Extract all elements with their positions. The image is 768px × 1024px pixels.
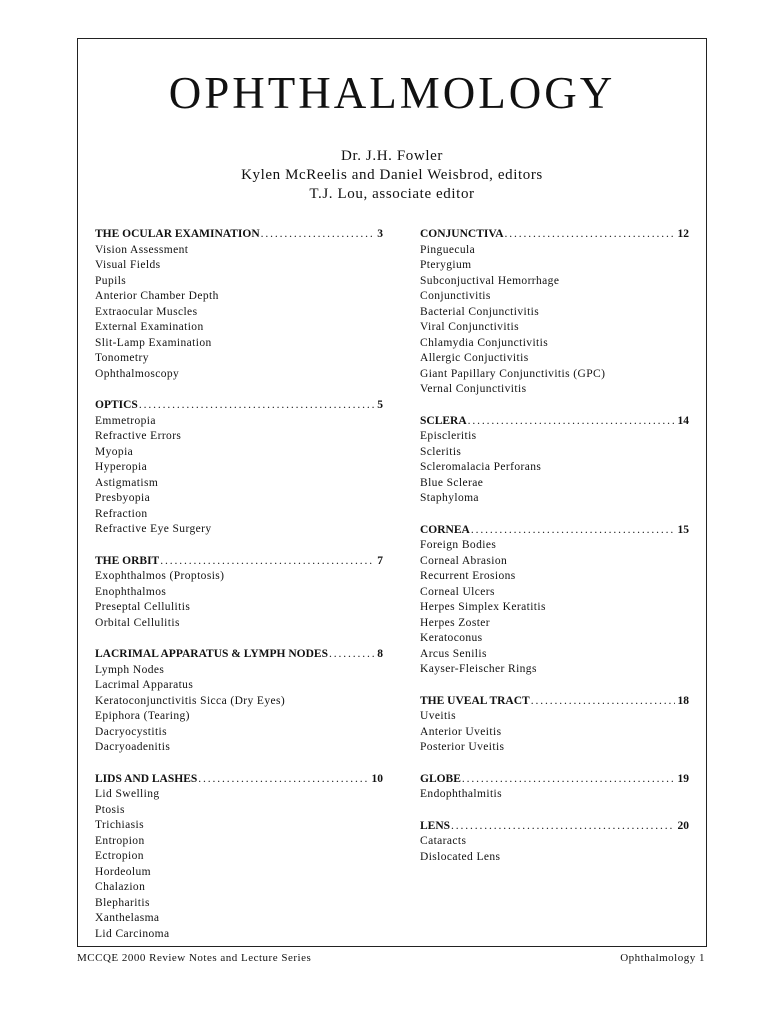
section-title: THE OCULAR EXAMINATION: [95, 228, 260, 240]
dot-leader: [531, 694, 675, 710]
section-title: THE ORBIT: [95, 554, 160, 567]
toc-item: Kayser-Fleischer Rings: [420, 663, 537, 675]
toc-item: Extraocular Muscles: [95, 305, 198, 318]
toc-left-column: [95, 227, 383, 958]
toc-section: [95, 772, 383, 943]
toc-item: Uveitis: [420, 710, 457, 722]
toc-item: Keratoconjunctivitis Sicca (Dry Eyes): [95, 694, 286, 707]
toc-item: Refraction: [95, 507, 148, 520]
toc-item: Anterior Uveitis: [420, 725, 502, 738]
toc-item: Dislocated Lens: [420, 850, 501, 863]
toc-item: Herpes Zoster: [420, 616, 491, 629]
toc-item: Hordeolum: [95, 865, 151, 878]
section-page-number: 8: [377, 648, 383, 660]
toc-section: [420, 523, 689, 678]
toc-right-column: [420, 227, 689, 881]
toc-section: [420, 772, 689, 803]
toc-item: Orbital Cellulitis: [95, 616, 180, 629]
section-title: LACRIMAL APPARATUS & LYMPH NODES: [95, 648, 328, 660]
section-title: OPTICS: [95, 399, 138, 411]
section-title: CONJUNCTIVA: [420, 228, 504, 240]
toc-item: Pupils: [95, 274, 127, 287]
author-line: T.J. Lou, associate editor: [309, 186, 475, 202]
dot-leader: [139, 398, 374, 414]
author-line: Dr. J.H. Fowler: [341, 148, 443, 164]
dot-leader: [198, 772, 368, 788]
toc-item: Scleritis: [420, 445, 462, 458]
toc-section-heading: [420, 523, 689, 539]
section-page-number: 18: [677, 694, 689, 707]
toc-item: Ectropion: [95, 850, 144, 862]
toc-item: Epiphora (Tearing): [95, 710, 190, 722]
toc-item: Vernal Conjunctivitis: [420, 383, 527, 395]
dot-leader: [451, 819, 674, 835]
toc-item: Arcus Senilis: [420, 647, 487, 660]
toc-item: Exophthalmos (Proptosis): [95, 570, 225, 582]
toc-section: [420, 227, 689, 398]
toc-section-heading: [420, 414, 689, 430]
toc-section-heading: [95, 398, 383, 414]
toc-item: Emmetropia: [95, 414, 156, 427]
toc-item: Entropion: [95, 834, 145, 847]
toc-item: Vision Assessment: [95, 243, 189, 256]
toc-item: External Examination: [95, 321, 204, 333]
toc-item: Chalazion: [95, 881, 146, 893]
dot-leader: [462, 772, 675, 788]
dot-leader: [160, 554, 374, 570]
section-title: CORNEA: [420, 523, 470, 536]
toc-section-heading: [95, 772, 383, 788]
authors-block: [78, 147, 706, 204]
dot-leader: [471, 523, 675, 539]
toc-section: [95, 554, 383, 632]
toc-item: Dacryocystitis: [95, 725, 168, 738]
toc-section: [95, 227, 383, 382]
section-page-number: 10: [371, 772, 383, 785]
dot-leader: [505, 227, 675, 243]
toc-item: Staphyloma: [420, 492, 479, 504]
toc-item: Chlamydia Conjunctivitis: [420, 336, 549, 349]
toc-section-heading: [95, 647, 383, 663]
toc-item: Astigmatism: [95, 476, 159, 489]
toc-item: Tonometry: [95, 352, 149, 364]
toc-section-heading: [420, 227, 689, 243]
toc-item: Preseptal Cellulitis: [95, 601, 191, 613]
toc-item: Presbyopia: [95, 492, 151, 504]
dot-leader: [468, 414, 675, 430]
section-page-number: 5: [377, 399, 383, 411]
toc-item: Giant Papillary Conjunctivitis (GPC): [420, 367, 606, 380]
section-page-number: 20: [677, 819, 689, 832]
toc-item: Trichiasis: [95, 819, 144, 831]
toc-item: Enophthalmos: [95, 585, 167, 598]
toc-item: Lid Carcinoma: [95, 927, 170, 940]
toc-section: [420, 694, 689, 756]
document-title: OPHTHALMOLOGY: [168, 68, 616, 118]
section-page-number: 3: [377, 228, 383, 240]
toc-item: Recurrent Erosions: [420, 570, 516, 582]
toc-section-heading: [420, 694, 689, 710]
toc-item: Viral Conjunctivitis: [420, 321, 519, 333]
dot-leader: [329, 647, 374, 663]
toc-section-heading: [95, 554, 383, 570]
toc-section: [95, 398, 383, 538]
section-title: THE UVEAL TRACT: [420, 694, 530, 707]
author-line: Kylen McReelis and Daniel Weisbrod, editors: [241, 167, 543, 183]
toc-item: Scleromalacia Perforans: [420, 461, 542, 473]
toc-item: Lymph Nodes: [95, 663, 165, 676]
dot-leader: [261, 227, 375, 243]
toc-item: Lid Swelling: [95, 788, 160, 800]
section-page-number: 19: [677, 772, 689, 785]
toc-item: Pterygium: [420, 259, 472, 271]
toc-item: Visual Fields: [95, 259, 161, 271]
section-title: GLOBE: [420, 772, 461, 785]
toc-item: Keratoconus: [420, 632, 483, 644]
footer-series: MCCQE 2000 Review Notes and Lecture Series: [77, 952, 312, 964]
toc-item: Blue Sclerae: [420, 476, 484, 489]
toc-item: Ptosis: [95, 803, 125, 816]
footer-page-label: Ophthalmology 1: [620, 952, 705, 964]
toc-item: Refractive Eye Surgery: [95, 523, 212, 535]
toc-item: Lacrimal Apparatus: [95, 679, 194, 691]
toc-section: [420, 414, 689, 507]
toc-item: Subconjuctival Hemorrhage: [420, 274, 560, 287]
toc-item: Dacryoadenitis: [95, 741, 171, 753]
section-page-number: 15: [677, 523, 689, 536]
page-frame: [77, 38, 707, 947]
toc-item: Corneal Ulcers: [420, 585, 495, 598]
toc-item: Refractive Errors: [95, 430, 182, 442]
toc-item: Xanthelasma: [95, 912, 160, 924]
toc-item: Ophthalmoscopy: [95, 367, 180, 380]
toc-item: Bacterial Conjunctivitis: [420, 305, 540, 318]
section-title: LIDS AND LASHES: [95, 772, 198, 785]
section-page-number: 12: [677, 228, 689, 240]
toc-item: Corneal Abrasion: [420, 554, 508, 567]
toc-item: Blepharitis: [95, 896, 150, 909]
section-page-number: 7: [377, 554, 383, 567]
toc-section-heading: [420, 772, 689, 788]
toc-item: Pinguecula: [420, 243, 476, 256]
toc-item: Allergic Conjuctivitis: [420, 352, 529, 364]
section-title: LENS: [420, 819, 451, 832]
toc-section-heading: [420, 819, 689, 835]
toc-item: Endophthalmitis: [420, 788, 503, 800]
section-title: SCLERA: [420, 414, 467, 427]
toc-item: Slit-Lamp Examination: [95, 336, 212, 349]
toc-section-heading: [95, 227, 383, 243]
toc-section: [420, 819, 689, 866]
section-page-number: 14: [677, 414, 689, 427]
toc-item: Foreign Bodies: [420, 539, 497, 551]
toc-item: Posterior Uveitis: [420, 741, 505, 753]
toc-item: Myopia: [95, 445, 134, 458]
toc-section: [95, 647, 383, 756]
toc-item: Conjunctivitis: [420, 290, 491, 302]
toc-item: Episcleritis: [420, 430, 477, 442]
toc-item: Herpes Simplex Keratitis: [420, 601, 546, 613]
toc-item: Hyperopia: [95, 461, 148, 473]
toc-item: Anterior Chamber Depth: [95, 290, 219, 302]
toc-item: Cataracts: [420, 835, 467, 847]
